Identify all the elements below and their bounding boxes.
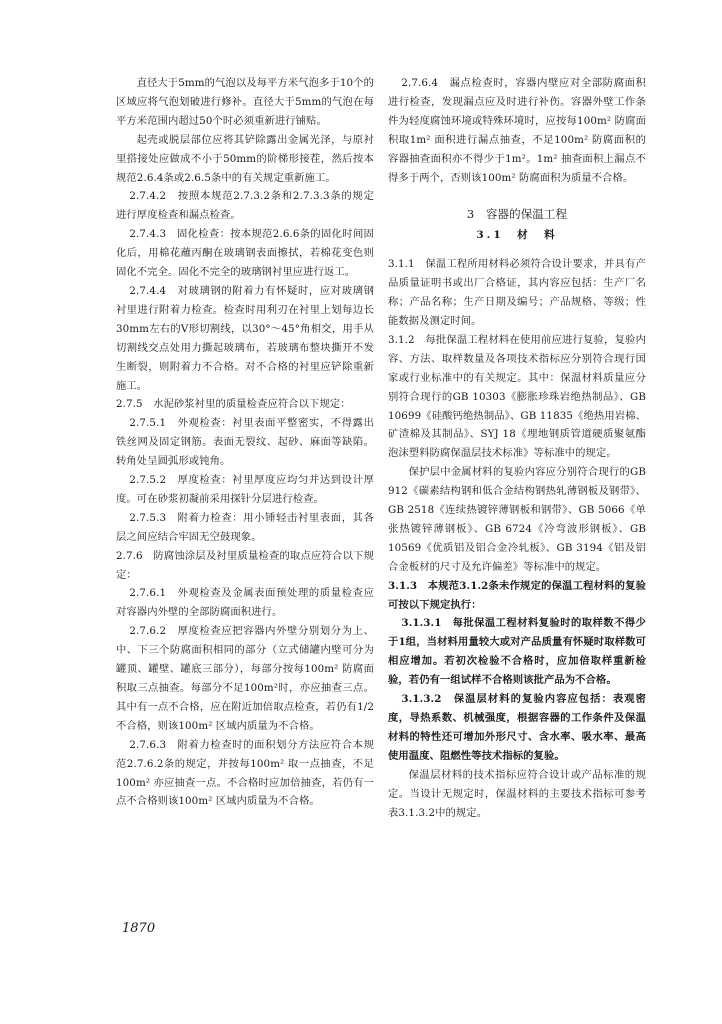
right-column-bottom: [388, 255, 646, 822]
right-column: [388, 74, 646, 822]
paragraph: 保护层中金属材料的复验内容应分别符合现行的GB 912《碳素结构钢和低合金结构钢热轧薄钢板及钢带》、GB 2518《连续热镀锌薄钢板和钢带》、GB 5066《单张热镀锌薄钢板》、GB 6724《冷弯波形钢板》、GB 10569《优质铝及铝合金冷轧板》、GB 3194《铝及铝合金板材的尺寸及允许偏差》等标准中的规定。: [388, 466, 646, 573]
left-column: [116, 74, 374, 811]
paragraph: 2.7.5.1 外观检查：衬里表面平整密实，不得露出铁丝网及固定钢筋。表面无裂纹、起砂、麻面等缺陷。转角处呈圆弧形或钝角。: [116, 417, 374, 468]
paragraph: 2.7.4.3 固化检查：按本规范2.6.6条的固化时间固化后，用棉花蘸丙酮在玻璃钢表面擦拭，若棉花变色则固化不完全。固化不完全的玻璃钢衬里应进行返工。: [116, 228, 374, 279]
paragraph: 3.1.3.1 每批保温工程材料复验时的取样数不得少于1组，当材料用量较大或对产品质量有怀疑时取样数可相应增加。若初次检验不合格时，应加倍取样重新检验，若仍有一组试样不合格则该批产品为不合格。: [388, 617, 646, 687]
paragraph: 2.7.5.3 附着力检查：用小锤轻击衬里表面，其各层之间应结合牢固无空鼓现象。: [116, 511, 374, 543]
paragraph: 2.7.4.2 按照本规范2.7.3.2条和2.7.3.3条的规定进行厚度检查和漏点检查。: [116, 190, 374, 222]
paragraph: 2.7.6.3 附着力检查时的面积划分方法应符合本规范2.7.6.2条的规定，并按每100m² 取一点抽查，不足100m² 亦应抽查一点。不合格时应加倍抽查，若仍有一点不合格则该100m² 区域内质量为不合格。: [116, 738, 374, 808]
paragraph: 2.7.6.4 漏点检查时，容器内壁应对全部防腐面积进行检查，发现漏点应及时进行补伤。容器外壁工作条件为轻度腐蚀环境或特殊环境时，应按每100m² 防腐面积取1m² 面积进行漏点抽查，不足100m² 防腐面积的容器抽查面积亦不得少于1m²。1m² 抽查面积上漏点不得多于两个，否则该100m² 防腐面积为质量不合格。: [388, 77, 646, 184]
paragraph: 2.7.5.2 厚度检查：衬里厚度应均匀并达到设计厚度。可在砂浆初凝前采用探针分层进行检查。: [116, 474, 374, 505]
paragraph: 3.1.3.2 保温层材料的复验内容应包括：表观密度，导热系数、机械强度，根据容器的工作条件及保温材料的特性还可增加外形尺寸、含水率、吸水率、最高使用温度、阻燃性等技术指标的复验。: [388, 693, 646, 762]
paragraph: 3.1.3 本规范3.1.2条未作规定的保温工程材料的复验可按以下规定执行：: [388, 579, 646, 611]
paragraph: 保温层材料的技术指标应符合设计或产品标准的规定。当设计无规定时，保温材料的主要技术指标可参考表3.1.3.2中的规定。: [388, 768, 646, 819]
paragraph: 2.7.5 水泥砂浆衬里的质量检查应符合以下规定：: [116, 398, 351, 411]
paragraph: 2.7.6.1 外观检查及金属表面预处理的质量检查应对容器内外壁的全部防腐面积进行。: [116, 587, 374, 619]
chapter-title: 3 容器的保温工程: [466, 207, 568, 222]
right-column-top: [388, 74, 646, 187]
paragraph: 2.7.4.4 对玻璃钢的附着力有怀疑时，应对玻璃钢衬里进行附着力检查。检查时用利刃在衬里上划每边长30mm左右的V形切割线，以30°～45°角相交，用手从切割线交点处用力撕起玻璃布，若玻璃布整块撕开不发生断裂，则附着力不合格。对不合格的衬里应铲除重新施工。: [116, 284, 374, 392]
paragraph: 起壳或脱层部位应将其铲除露出金属光泽，与原衬里搭接处应做成不小于50mm的阶梯形接茬，然后按本规范2.6.4条或2.6.5条中的有关规定重新施工。: [116, 133, 374, 184]
paragraph: 3.1.2 每批保温工程材料在使用前应进行复验，复验内容、方法、取样数量及各项技术指标应分别符合现行国家或行业标准中的有关规定。其中：保温材料质量应分别符合现行的GB 10303《膨胀珍珠岩绝热制品》、GB 10699《硅酸钙绝热制品》、GB 11835《绝热用岩棉、矿渣棉及其制品》、SYJ 18《埋地钢质管道硬质聚氨酯泡沫塑料防腐保温层技术标准》等标准中的规定。: [388, 333, 646, 460]
paragraph: 直径大于5mm的气泡以及每平方米气泡多于10个的区域应将气泡划破进行修补。直径大于5mm的气泡在每平方米范围内超过50个时必须重新进行铺贴。: [116, 77, 374, 127]
paragraph: 2.7.6 防腐蚀涂层及衬里质量检查的取点应符合以下规定：: [116, 549, 374, 581]
paragraph: 3.1.1 保温工程所用材料必须符合设计要求，并具有产品质量证明书或出厂合格证，其内容应包括：生产厂名称；产品名称；生产日期及编号；产品规格、等级；性能数据及测定时间。: [388, 258, 646, 327]
section-title: 3.1 材 料: [476, 229, 558, 242]
page-number: 1870: [122, 921, 156, 936]
paragraph: 2.7.6.2 厚度检查应把容器内外壁分别划分为上、中、下三个防腐面积相同的部分（立式储罐内壁可分为罐顶、罐壁、罐底三部分），每部分按每100m² 防腐面积取三点抽查。每部分不足100m²时，亦应抽查三点。其中有一点不合格，应在附近加倍取点检查，若仍有1/2不合格，则该100m² 区域内质量为不合格。: [116, 625, 374, 732]
